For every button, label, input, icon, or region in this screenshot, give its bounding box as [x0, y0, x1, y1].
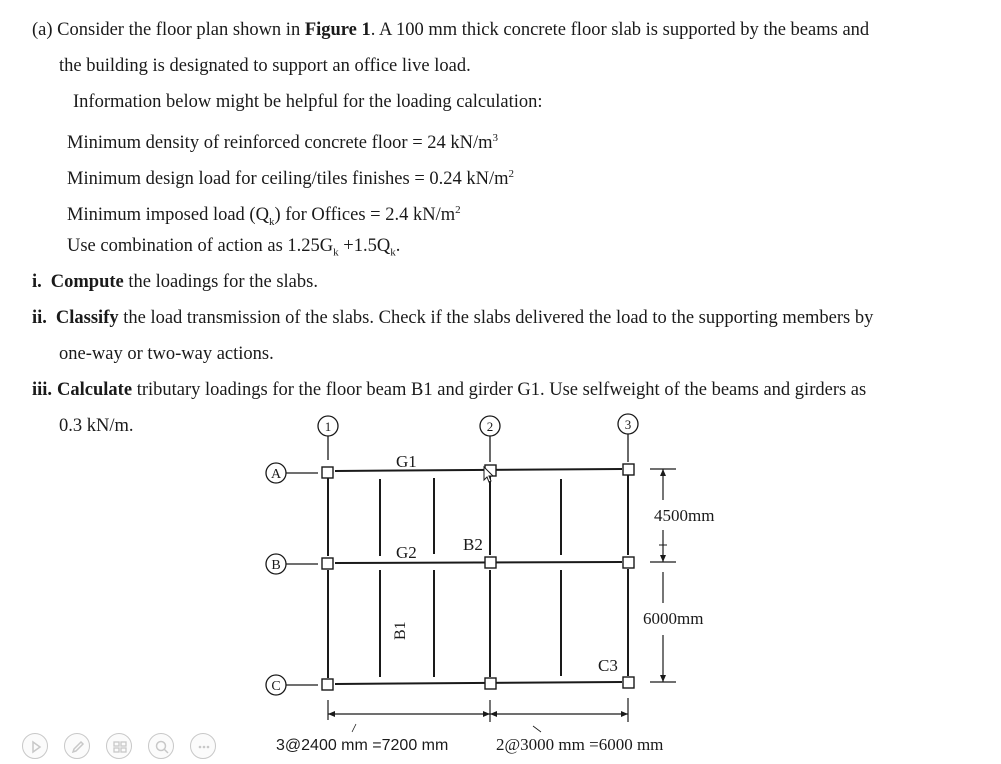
previous-button[interactable]	[22, 733, 48, 759]
floor-plan-figure	[0, 400, 1001, 764]
task-item-2: ii. Classify the load transmission of the slabs. Check if the slabs delivered the load to the supporting members by	[32, 308, 874, 328]
info-imposed: Minimum imposed load $(Q_k)$ for Offices = 2.4 $kN/m^2$	[67, 204, 461, 228]
magnifier-icon	[149, 734, 175, 760]
info-combination: Use combination of action as $1.25G_k +1.5Q_k$.	[67, 236, 401, 259]
dimension-lower: 6000mm	[643, 609, 704, 628]
task-item-3: iii. Calculate tributary loadings for the floor beam B1 and girder G1. Use selfweight of the beams and girders as	[32, 380, 867, 400]
girder-row-B	[335, 562, 622, 563]
grid-number-1: 1	[324, 419, 332, 434]
question-line-a2: the building is designated to support an office live load.	[59, 56, 471, 76]
column-C1	[322, 679, 333, 690]
label-c3: C3	[598, 656, 618, 675]
pen-icon	[73, 742, 83, 752]
grid-letter-A: A	[270, 467, 282, 482]
column-A3	[623, 464, 634, 475]
label-b2: B2	[463, 535, 483, 554]
grid-letter-C: C	[271, 679, 281, 694]
label-g2: G2	[396, 543, 417, 562]
question-line-a1: (a) Consider the floor plan shown in Figure 1. A 100 mm thick concrete floor slab is supported by the beams and	[32, 20, 870, 40]
column-B3	[623, 557, 634, 568]
task-item-1: i. Compute the loadings for the slabs.	[32, 272, 318, 292]
label-b1: B1	[392, 621, 409, 640]
task-item-3-cont: 0.3 kN/m.	[59, 416, 134, 436]
grid-number-2: 2	[486, 419, 494, 434]
task-item-2-cont: one-way or two-way actions.	[59, 344, 274, 364]
column-C3	[623, 677, 634, 688]
zoom-button[interactable]	[148, 733, 174, 759]
label-g1: G1	[396, 452, 417, 471]
girder-row-C	[335, 682, 622, 684]
slides-button[interactable]	[106, 733, 132, 759]
column-B2	[485, 557, 496, 568]
column-B1	[322, 558, 333, 569]
more-options-button[interactable]	[190, 733, 216, 759]
pen-button[interactable]	[64, 733, 90, 759]
dimension-bottom-left: 3@2400 mm =7200 mm	[276, 737, 449, 754]
column-C2	[485, 678, 496, 689]
play-back-icon	[33, 742, 40, 752]
info-ceiling: Minimum design load for ceiling/tiles finishes = 0.24 $kN/m^2$	[67, 168, 515, 190]
grid-letter-B: B	[271, 558, 281, 573]
dimension-upper: 4500mm	[654, 506, 715, 525]
slides-icon	[107, 734, 133, 760]
info-intro: Information below might be helpful for the loading calculation:	[73, 92, 543, 112]
more-dots-icon	[191, 734, 217, 760]
figure-reference: Figure 1	[304, 20, 371, 40]
girder-row-A	[335, 469, 622, 471]
grid-number-3: 3	[624, 417, 632, 432]
column-A1	[322, 467, 333, 478]
dimension-bottom-right: 2@3000 mm =6000 mm	[496, 735, 664, 754]
info-density: Minimum density of reinforced concrete floor = 24 $kN/m^3$	[67, 132, 499, 154]
